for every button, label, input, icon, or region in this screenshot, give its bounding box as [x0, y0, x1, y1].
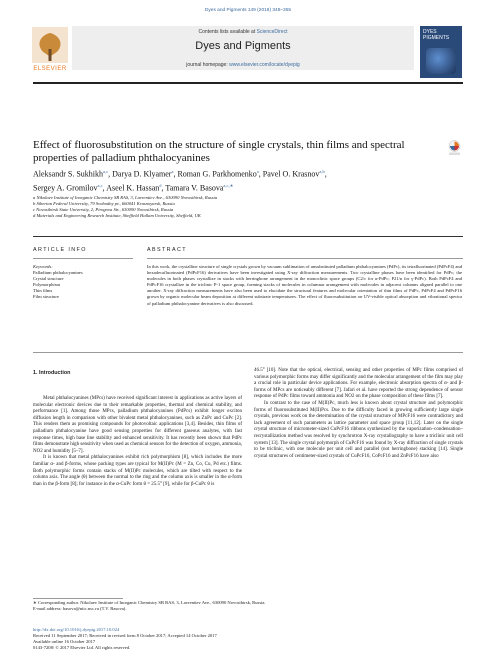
body-paragraph: Metal phthalocyanines (MPcs) have received significant interest in applications as active layers of molecular electronic devices due to their remarkable properties, thermal and chemical stability, and performance [1]. Among those MPcs, palladium phthalocyanines (PdPcs) exhibit longer exciton diffusion length in comparison with other bivalent metal phthalocyanines, such as ZnPc and CuPc [2]. This renders them as promising compounds for photovoltaic applications [3,4]. Besides, thin films of palladium phthalocyanine have good sensing properties for different gaseous analytes, with fast response times, high base line stability and enhanced sensitivity. It has recently been shown that PdPc films demonstrate high sensitivity when used as chemical sensors for the detection of oxygen, ammonia, NO2 and humidity [5–7].: [33, 396, 242, 454]
author-affil-marker: a: [171, 169, 174, 174]
author-affil-marker: d: [159, 182, 162, 188]
journal-cover: [420, 26, 462, 78]
abstract-bottom-rule: [33, 352, 463, 353]
publication-footer: [33, 627, 333, 651]
author-name: , Aseel K. Hassan: [102, 183, 160, 193]
body-paragraph: It is known that metal phthalocyanines exhibit rich polymorphism [8], which includes the more familiar α- and β-forms, whose packing types are typical for M(II)Pc (M = Zn, Co, Cu, Pd etc.) films. Both polymorphic forms contain stacks of M(II)Pc molecules, which are tilted with respect to the column axis. The angle (θ) between the normal to the ring and the column axis is smaller in the α-form than in the β-form [8]; for instance in the α-CuPc form θ = 25.5° [9], while for β-CuPc θ is: [33, 455, 242, 487]
author-name: Sergey A. Gromilov: [33, 183, 98, 193]
elsevier-tree-logo: [32, 27, 68, 71]
cover-image: [426, 48, 456, 74]
available-online: Available online 16 October 2017: [33, 639, 96, 645]
affiliation-rule: [33, 236, 463, 237]
contents-line: [72, 29, 414, 35]
article-info-rule: [33, 258, 133, 259]
author-affil-marker: a,b: [319, 169, 325, 174]
corresponding-author-note: ∗ Corresponding author. Nikolaev Institute of Inorganic Chemistry SB RAS, 3, Lavrentiev Ave., 630090 Novosibirsk, Russia.: [33, 600, 266, 605]
abstract-text: In this work, the crystalline structure of single crystals grown by vacuum sublimation of unsubstituted palladium phthalocyanines (PdPc), its tetrafluorinated (PdPcF4) and hexadecafluorinated (PdPcF16) derivatives have been investigated using X-ray diffraction measurements. Two crystalline phases have been identified for PdPc; the molecules in both phases crystallize in stacks with herringbone arrangement in the monoclinic space groups (C2/c for α-PdPc; P21/n for γ-PdPc). Both PdPcF4 and PdPcF16 crystallize in the triclinic P-1 space group, forming stacks of molecules in columnar arrangement with molecules in adjacent columns aligned parallel to one another. X-ray diffraction measurements have also been used to elucidate the structural features and molecular orientation of thin films of PdPc, PdPcF4 and PdPcF16 grown by organic molecular beam deposition at different substrate temperatures. The effect of fluorosubstitution on UV-visible optical absorption and vibrational spectra of palladium phthalocyanine derivatives is also discussed.: [147, 264, 462, 306]
abstract-rule: [147, 258, 463, 259]
author-name: , Roman G. Parkhomenko: [173, 169, 257, 179]
email-note: E-mail address: basova@niic.nsc.ru (T.V. Basova).: [33, 606, 127, 612]
homepage-link[interactable]: www.elsevier.com/locate/dyepig: [229, 62, 300, 68]
keywords-heading: Keywords:: [33, 264, 53, 269]
author-name: , Darya D. Klyamer: [108, 169, 172, 179]
author-affil-marker: a: [256, 169, 259, 174]
affiliation-list: [33, 195, 453, 219]
affiliation-item: b Siberian Federal University, 79 Svobodny pr., 660041 Krasnoyarsk, Russia: [33, 201, 175, 207]
affiliation-item: a Nikolaev Institute of Inorganic Chemistry SB RAS, 3, Lavrentiev Ave., 630090 Novosibirsk, Russia: [33, 195, 218, 200]
body-column-right: [254, 368, 463, 460]
body-column-left: [33, 396, 242, 488]
doi-link[interactable]: http://dx.doi.org/10.1016/j.dyepig.2017.10.024: [33, 627, 120, 632]
affiliation-item: c Novosibirsk State University, 2, Pirogova Str., 630090 Novosibirsk, Russia: [33, 207, 174, 213]
keyword-item: Palladium phthalocyanines: [33, 270, 83, 276]
affiliation-item: d Materials and Engineering Research Institute, Sheffield Hallam University, Sheffield, UK: [33, 213, 201, 219]
abstract-heading: ABSTRACT: [147, 247, 187, 253]
check-for-updates-icon[interactable]: [448, 140, 461, 156]
body-paragraph: In contrast to the case of M(II)Pc, much less is known about crystal structure and polymorphic forms of fluorosubstituted M(II)Pcs. Due to the difficulty faced in growing sufficiently large single crystals, previous work on the determination of the crystal structure of MPcF16 were contradictory and lack agreement of such parameters as lattice parameter and space group [11,12]. Later on the single crystal structure of micrometer-sized CuPcF16 ribbons synthesized by the vaporization–condensation–recrystallization method was resolved by synchrotron X-ray crystallography to have a triclinic unit cell system [13]. The single crystal polymorph of CuPcF16 was found by X-ray diffraction of single crystals to be triclinic, with one molecule per unit cell and parallel (not herringbone) stacking [14]. Single crystal structures of centimeter-sized crystals of CuPcF16, CoPcF16 and ZnPcF16 have also: [254, 400, 463, 459]
author-affil-marker: a,c: [97, 182, 103, 188]
footnote-block: [33, 600, 463, 612]
publisher-name: ELSEVIER: [33, 66, 67, 72]
article-title: Effect of fluorosubstitution on the structure of single crystals, thin films and spectral properties of palladium phthalocyanines: [33, 139, 405, 165]
keywords-block: [33, 264, 133, 301]
author-name: , Tamara V. Basova: [161, 183, 224, 193]
contents-prefix: Contents lists available at: [198, 29, 257, 35]
keyword-item: Crystal structure: [33, 276, 64, 282]
header-rule: [33, 82, 463, 84]
introduction-heading: 1. Introduction: [33, 370, 71, 376]
journal-name: Dyes and Pigments: [195, 40, 291, 52]
footnote-rule: [33, 598, 123, 599]
citation-line: Dyes and Pigments 149 (2018) 348–355: [204, 8, 292, 13]
author-affil-marker: a,c,∗: [223, 182, 234, 188]
article-info-heading: ARTICLE INFO: [33, 247, 87, 253]
sciencedirect-link[interactable]: ScienceDirect: [256, 29, 288, 35]
author-separator: ,: [324, 169, 327, 179]
homepage-prefix: journal homepage:: [186, 62, 230, 68]
copyright-line: 0143-7208/ © 2017 Elsevier Ltd. All rights reserved.: [33, 645, 131, 651]
cover-title-1: DYES: [423, 29, 437, 35]
cover-title-2: PIGMENTS: [423, 35, 450, 41]
author-list: [33, 166, 433, 193]
homepage-line: [72, 62, 414, 68]
author-affil-marker: a,c: [103, 169, 109, 174]
received-dates: Received 11 September 2017; Received in revised form 8 October 2017; Accepted 14 October 2017: [33, 633, 217, 639]
keyword-item: Thin films: [33, 288, 53, 294]
body-paragraph: 46.5° [10]. Note that the optical, electrical, sensing and other properties of MPc films comprised of various polymorphic forms may differ significantly and the molecular arrangement of the film may play a crucial role in particular device applications. For example, electronic absorption spectra of α- and β-forms of MPcs are noticeably different [7]. Jafari et al. have reported the strong dependence of sensor response of PdPc films toward ammonia and NO2 on the phase composition of these films [7].: [254, 368, 463, 400]
keyword-item: Film structure: [33, 294, 59, 300]
author-name: , Pavel O. Krasnov: [258, 169, 320, 179]
keyword-item: Polymorphism: [33, 282, 61, 288]
author-name: Aleksandr S. Sukhikh: [33, 169, 103, 179]
